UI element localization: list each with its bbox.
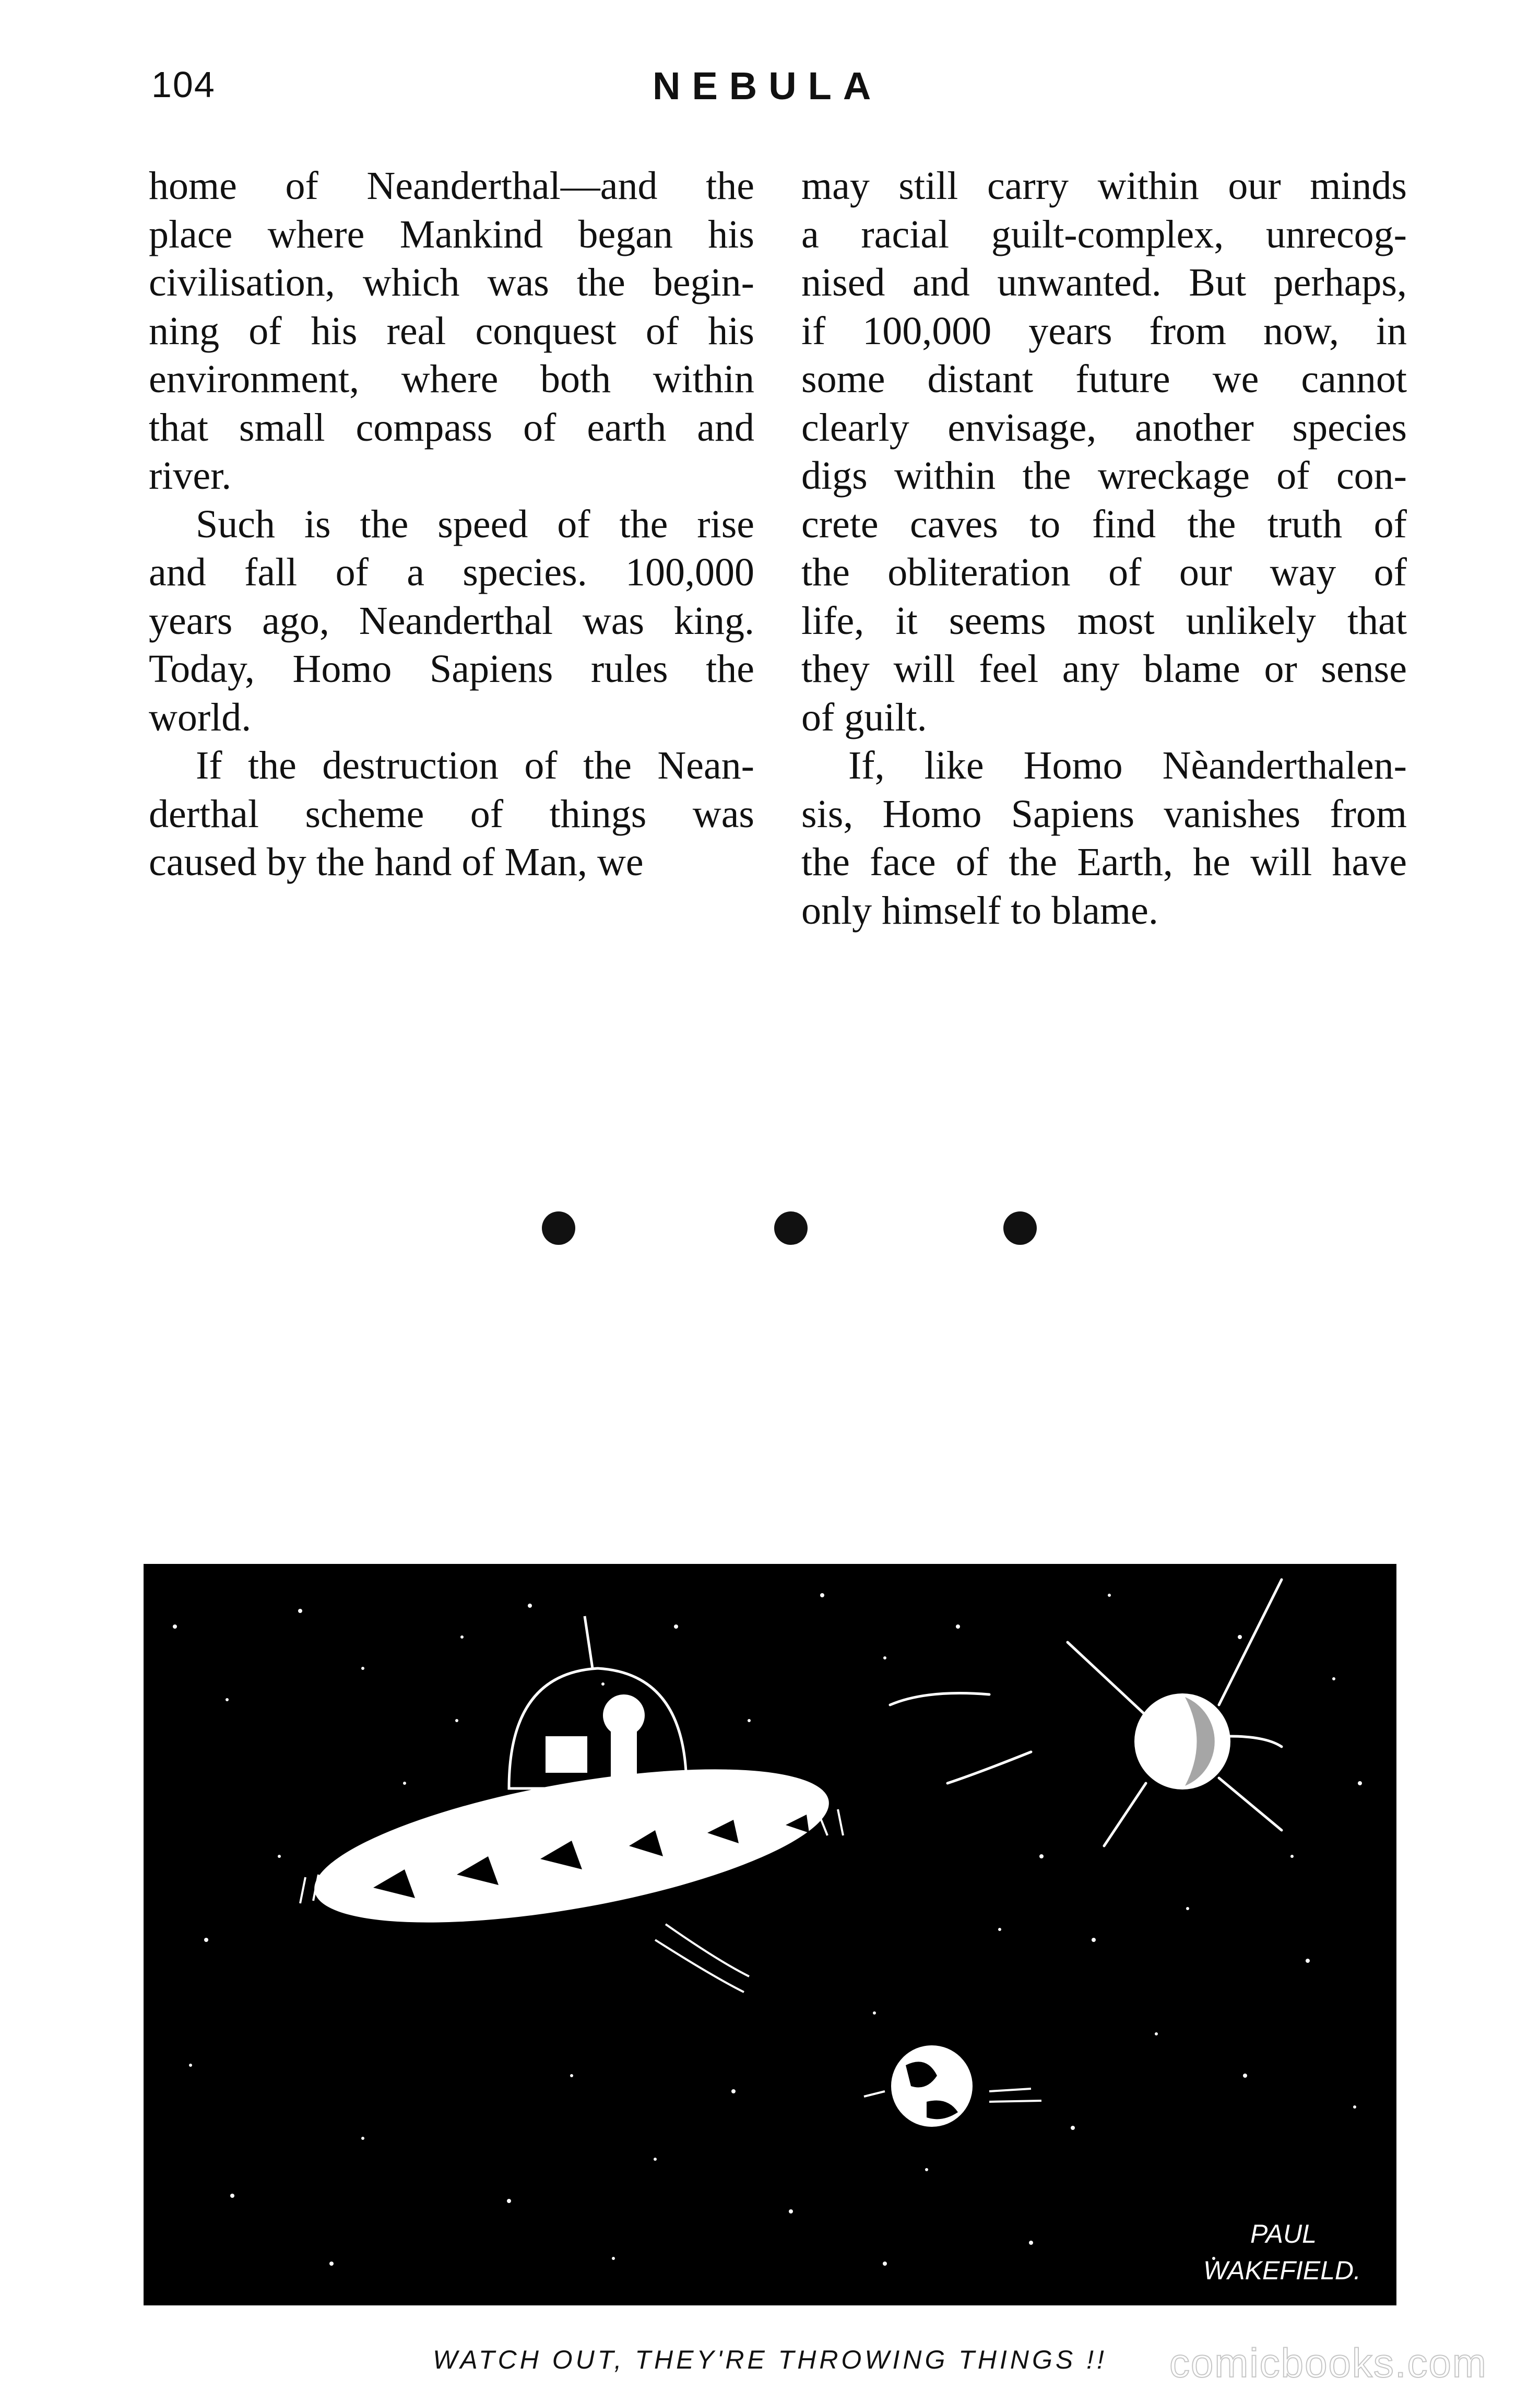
text-line: the obliteration of our way of [801, 550, 1407, 594]
section-break-dot [542, 1211, 575, 1245]
sun-with-rays [890, 1580, 1282, 1846]
sun [1134, 1693, 1230, 1789]
text-line: crete caves to find the truth of [801, 502, 1407, 546]
text-line: Today, Homo Sapiens rules the [149, 647, 754, 691]
page-number: 104 [151, 64, 216, 105]
text-line: if 100,000 years from now, in [801, 309, 1407, 353]
paragraph [801, 741, 1407, 935]
text-line: only himself to blame. [801, 888, 1158, 933]
text-line: home of Neanderthal—and the [149, 164, 754, 208]
text-line: ning of his real conquest of his [149, 309, 754, 353]
text-line: sis, Homo Sapiens vanishes from [801, 792, 1407, 836]
watermark: comicbooks.com [1169, 2340, 1487, 2386]
flying-saucer [300, 1616, 843, 1992]
text-line: nised and unwanted. But perhaps, [801, 261, 1407, 304]
text-line: the face of the Earth, he will have [801, 840, 1407, 884]
section-break-dot [774, 1211, 808, 1245]
text-line: they will feel any blame or sense [801, 647, 1407, 691]
paragraph [801, 162, 1407, 741]
text-line: derthal scheme of things was [149, 792, 754, 836]
text-line: Such is the speed of the rise [196, 502, 754, 546]
paragraph [149, 741, 754, 887]
section-break-dot [1003, 1211, 1037, 1245]
paragraph [149, 162, 754, 500]
artist-signature-line2: WAKEFIELD. [1203, 2256, 1361, 2285]
section-break-dots [0, 1211, 1540, 1248]
text-line: If, like Homo Nèanderthalen- [848, 744, 1407, 787]
text-line: some distant future we cannot [801, 357, 1407, 401]
cartoon-illustration [144, 1564, 1396, 2305]
text-line: clearly envisage, another species [801, 405, 1407, 450]
text-line: years ago, Neanderthal was king. [149, 598, 754, 643]
text-line: may still carry within our minds [801, 164, 1407, 208]
text-column-left [149, 162, 754, 887]
text-line: place where Mankind began his [149, 212, 754, 256]
text-line: that small compass of earth and [149, 405, 754, 450]
text-line: a racial guilt-complex, unrecog- [801, 212, 1407, 256]
artist-signature-line1: PAUL [1250, 2219, 1317, 2248]
text-line: civilisation, which was the begin- [149, 261, 754, 304]
space-cartoon-svg [144, 1564, 1396, 2305]
text-line: caused by the hand of Man, we [149, 840, 644, 884]
text-line: environment, where both within [149, 357, 754, 401]
text-line: life, it seems most unlikely that [801, 598, 1407, 643]
text-line: river. [149, 454, 232, 498]
paragraph [149, 500, 754, 742]
text-line: and fall of a species. 100,000 [149, 550, 754, 594]
text-line: digs within the wreckage of con- [801, 454, 1407, 498]
text-column-right [801, 162, 1407, 935]
illustration-caption: WATCH OUT, THEY'RE THROWING THINGS !! [433, 2345, 1107, 2374]
running-head-title: NEBULA [653, 64, 883, 108]
text-line: of guilt. [801, 695, 927, 739]
text-line: world. [149, 695, 252, 739]
earth [864, 2045, 1041, 2127]
text-line: If the destruction of the Nean- [196, 744, 754, 787]
